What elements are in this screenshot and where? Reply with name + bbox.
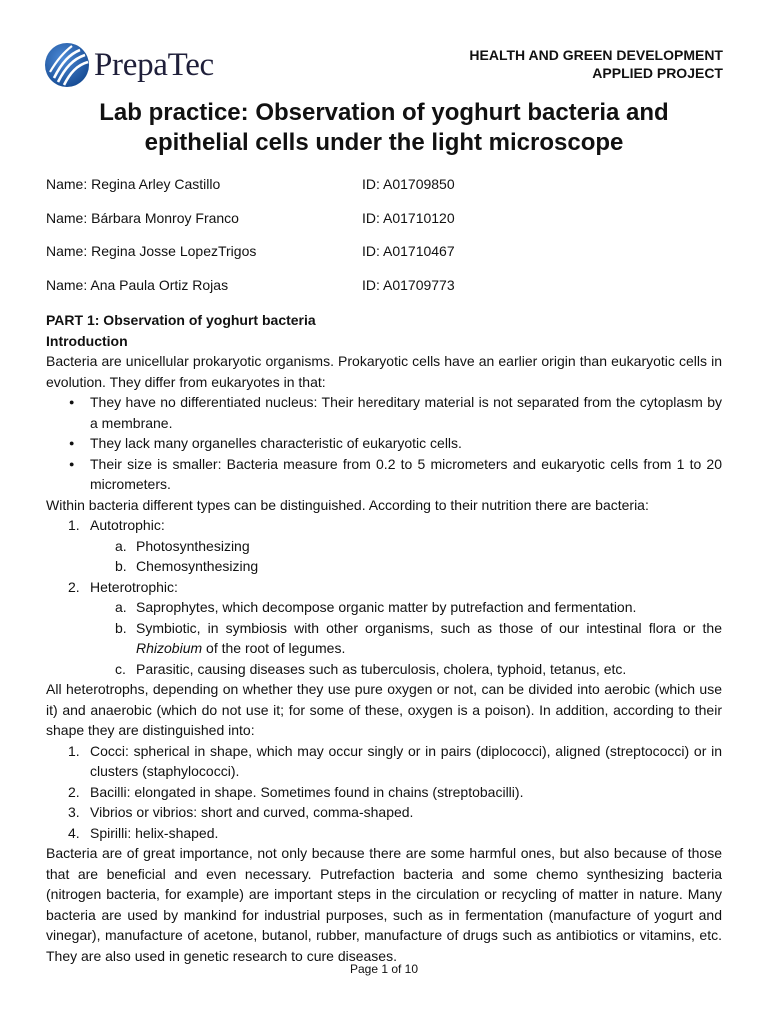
importance-paragraph: Bacteria are of great importance, not only because there are some harmful ones, but also because of those that are beneficial and even necessary. Putrefaction bacteria and some chemo synthesizing bacteria (nitrogen bacteria, for example) are important steps in the circulation or recycling of matter in nature. Many bacteria are used by mankind for industrial purposes, such as in fermentation (manufacture of yogurt and vinegar), manufacture of acetone, butanol, rubber, manufacture of drugs such as antibiotics or vitamins, etc. They are also used in genetic research to cure diseases. [46, 845, 722, 964]
list-marker: 2. [68, 783, 80, 800]
list-item [115, 659, 722, 680]
course-header [469, 46, 723, 82]
member-name: Name: Ana Paula Ortiz Rojas [46, 276, 229, 293]
list-marker: 1. [68, 742, 80, 759]
prepatec-globe-icon [44, 42, 90, 88]
autotrophic-sublist [90, 536, 722, 577]
prepatec-logo [44, 40, 214, 90]
list-item [68, 802, 722, 823]
member-row [46, 243, 726, 277]
list-marker: a. [115, 537, 127, 554]
document-body [46, 310, 722, 966]
shape-paragraph: All heterotrophs, depending on whether they use pure oxygen or not, can be divided into aerobic (which use it) and anaerobic (which do not use it; for some of these, oxygen is a poison). In addition, according to their shape they are distinguished into: [46, 681, 722, 738]
title-line-2: epithelial cells under the light microscope [144, 129, 624, 156]
list-item-text: Spirilli: helix-shaped. [90, 824, 219, 841]
list-item: ● Their size is smaller: Bacteria measure from 0.2 to 5 micrometers and eukaryotic cells from 1 to 20 micrometers. [90, 454, 722, 495]
list-item: ● They have no differentiated nucleus: Their hereditary material is not separated from the cytoplasm by a membrane. [90, 392, 722, 433]
part1-heading: PART 1: Observation of yoghurt bacteria [46, 312, 316, 328]
list-marker: b. [115, 619, 127, 636]
member-id: ID: A01710120 [362, 209, 455, 226]
list-item [68, 741, 722, 782]
list-item-label: Autotrophic: [90, 517, 165, 533]
bacteria-shapes-list [46, 741, 722, 844]
heterotrophic-sublist [90, 597, 722, 679]
member-id: ID: A01709850 [362, 176, 455, 192]
member-id: ID: A01710467 [362, 243, 455, 259]
list-item [68, 823, 722, 844]
member-id: ID: A01709773 [362, 276, 455, 293]
list-item [68, 782, 722, 803]
team-members [46, 176, 726, 310]
list-item-text: Vibrios or vibrios: short and curved, comma-shaped. [90, 804, 414, 820]
logo-wordmark: PrepaTec [94, 46, 214, 83]
member-row [46, 277, 726, 311]
rhizobium-italic: Rhizobium [136, 640, 203, 656]
list-item-text: Parasitic, causing diseases such as tuberculosis, cholera, typhoid, tetanus, etc. [136, 660, 627, 677]
page-number: Page 1 of 10 [349, 962, 419, 976]
list-item-text: Photosynthesizing [136, 537, 250, 554]
list-marker: 2. [68, 578, 80, 595]
list-marker: b. [115, 558, 127, 574]
document-title [44, 98, 724, 158]
list-item-text: Chemosynthesizing [136, 558, 259, 574]
list-item-text: Symbiotic, in symbiosis with other organisms, such as those of our intestinal flora or the [136, 619, 722, 636]
nutrition-paragraph: Within bacteria different types can be distinguished. According to their nutrition there are bacteria: [46, 496, 649, 513]
list-item-text: Saprophytes, which decompose organic matter by putrefaction and fermentation. [136, 599, 637, 615]
introduction-heading: Introduction [46, 332, 128, 349]
list-item [68, 515, 722, 577]
list-item: ● They lack many organelles characteristic of eukaryotic cells. [90, 433, 722, 454]
list-marker: c. [115, 660, 126, 677]
prokaryote-differences-list [46, 392, 722, 495]
list-item [115, 536, 722, 557]
list-item [115, 597, 722, 618]
title-line-1: Lab practice: Observation of yoghurt bacteria and [99, 99, 669, 126]
list-marker: 3. [68, 804, 80, 820]
nutrition-types-list [46, 515, 722, 679]
member-row [46, 210, 726, 244]
member-name: Name: Bárbara Monroy Franco [46, 209, 239, 226]
list-item-text: of the root of legumes. [202, 640, 346, 656]
project-type: APPLIED PROJECT [592, 65, 723, 81]
list-item-text: Cocci: spherical in shape, which may occur singly or in pairs (diplococci), aligned (streptococci) or in clusters (staphylococci). [90, 742, 722, 779]
member-row [46, 176, 726, 210]
course-name: HEALTH AND GREEN DEVELOPMENT [469, 47, 723, 63]
member-name: Name: Regina Arley Castillo [46, 176, 221, 192]
list-item-text: Bacilli: elongated in shape. Sometimes found in chains (streptobacilli). [90, 783, 524, 800]
intro-paragraph: Bacteria are unicellular prokaryotic organisms. Prokaryotic cells have an earlier origin than eukaryotic cells in evolution. They differ from eukaryotes in that: [46, 353, 722, 390]
list-marker: 4. [68, 824, 80, 841]
list-item [115, 618, 722, 659]
list-marker: a. [115, 599, 127, 615]
member-name: Name: Regina Josse LopezTrigos [46, 243, 257, 259]
list-item [115, 556, 722, 577]
list-item [68, 577, 722, 680]
list-item-label: Heterotrophic: [90, 578, 178, 595]
list-marker: 1. [68, 517, 80, 533]
